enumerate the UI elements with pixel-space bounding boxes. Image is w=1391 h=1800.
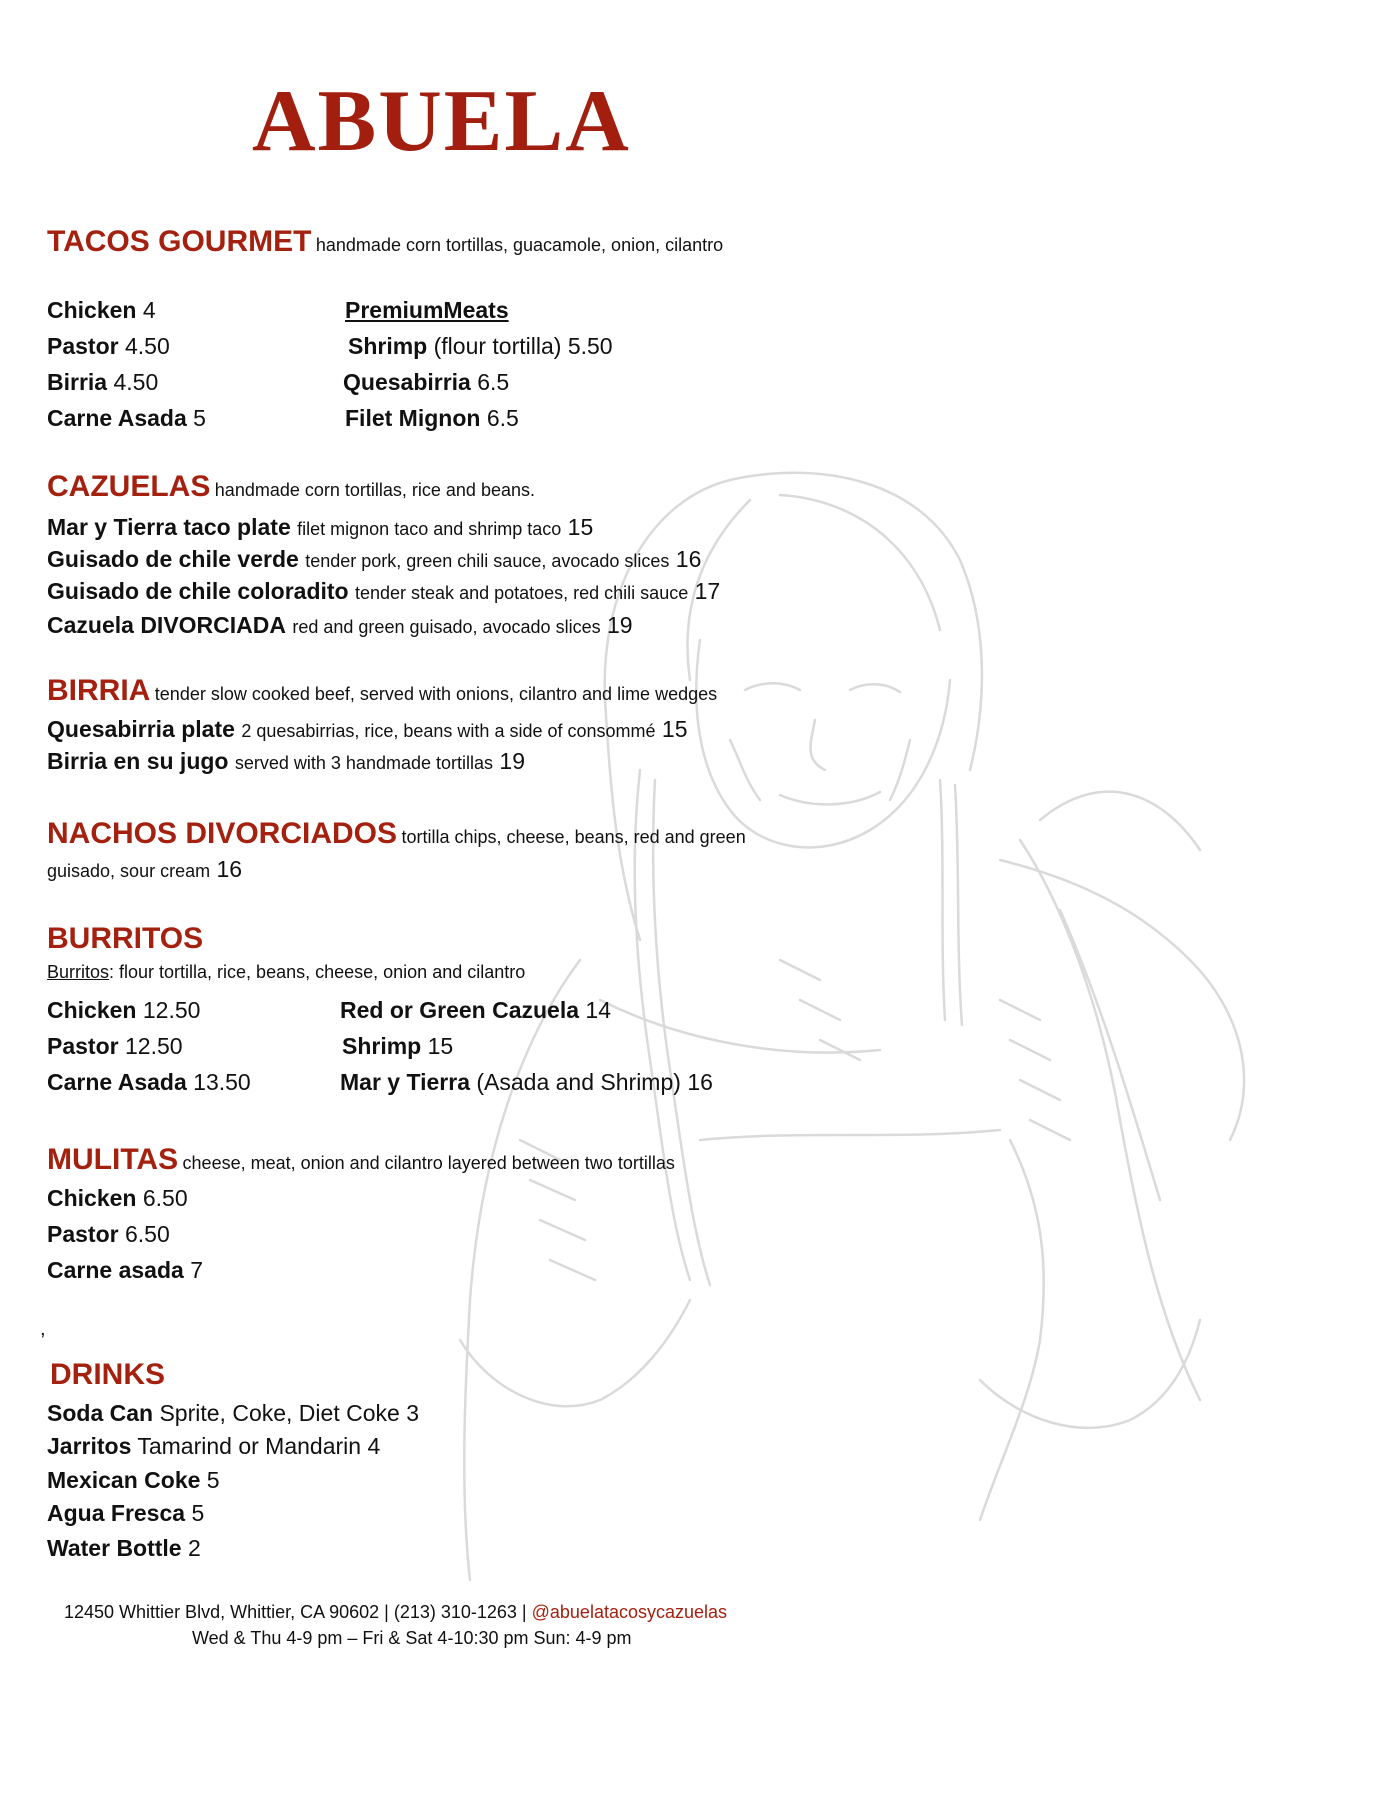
item-desc: Tamarind or Mandarin	[137, 1433, 362, 1459]
item-price: 5.50	[567, 333, 613, 359]
item-price: 5	[206, 1467, 220, 1493]
item-name: Carne Asada	[47, 405, 187, 431]
item-desc: tender pork, green chili sauce, avocado slices	[305, 551, 670, 571]
premium-heading-text: PremiumMeats	[345, 297, 509, 323]
premium-meats-heading	[345, 299, 509, 322]
burritos-title: BURRITOS	[47, 922, 204, 955]
item-name: Birria	[47, 369, 108, 395]
item-price: 6.5	[486, 405, 519, 431]
cazuelas-item	[47, 580, 720, 603]
burritos-item	[340, 999, 611, 1022]
item-name: Carne asada	[47, 1257, 184, 1283]
tacos-header	[47, 225, 723, 259]
item-price: 2	[188, 1535, 201, 1561]
tacos-title: TACOS GOURMET	[47, 225, 312, 258]
item-desc: tender steak and potatoes, red chili sauce	[355, 583, 689, 603]
tacos-item-filet-mignon	[345, 407, 519, 430]
tacos-item-birria	[47, 371, 158, 394]
item-price: 13.50	[193, 1069, 251, 1095]
item-name: Chicken	[47, 1185, 137, 1211]
mulitas-item	[47, 1223, 170, 1246]
instagram-handle-link[interactable]: @abuelatacosycazuelas	[531, 1602, 728, 1622]
drinks-item	[47, 1435, 380, 1458]
item-name: Mar y Tierra	[340, 1069, 470, 1095]
item-desc: red and green guisado, avocado slices	[292, 617, 601, 637]
item-name: Red or Green Cazuela	[340, 997, 580, 1023]
item-name: Quesabirria	[343, 369, 471, 395]
drinks-item	[47, 1402, 419, 1425]
item-name: Pastor	[47, 1033, 119, 1059]
cazuelas-item	[47, 516, 593, 539]
drinks-item	[47, 1469, 220, 1492]
item-price: 15	[661, 716, 688, 742]
item-price: 4	[367, 1433, 381, 1459]
item-price: 12.50	[142, 997, 201, 1023]
item-name: Shrimp	[348, 333, 428, 359]
tacos-item-pastor	[47, 335, 170, 358]
nachos-price: 16	[216, 856, 243, 882]
item-price: 12.50	[124, 1033, 183, 1059]
burritos-header	[47, 922, 203, 956]
item-price: 6.50	[124, 1221, 170, 1247]
burritos-note-text: : flour tortilla, rice, beans, cheese, onion and cilantro	[109, 962, 526, 982]
item-name: Jarritos	[47, 1433, 132, 1459]
item-price: 3	[406, 1400, 419, 1426]
item-name: Carne Asada	[47, 1069, 187, 1095]
tacos-item-quesabirria	[343, 371, 509, 394]
item-price: 5	[191, 1500, 205, 1526]
item-price: 16	[675, 546, 702, 572]
burritos-note	[47, 962, 525, 983]
stray-comma: ,	[40, 1318, 46, 1340]
mulitas-item	[47, 1187, 188, 1210]
tacos-item-chicken	[47, 299, 156, 322]
footer-address-line	[64, 1602, 727, 1623]
item-price: 6.5	[477, 369, 510, 395]
item-name: Birria en su jugo	[47, 748, 229, 774]
item-price: 19	[606, 612, 633, 638]
item-extra: (Asada and Shrimp)	[476, 1069, 681, 1095]
burritos-item	[340, 1071, 713, 1094]
item-price: 7	[190, 1257, 203, 1283]
item-name: Chicken	[47, 297, 137, 323]
item-price: 4.50	[124, 333, 170, 359]
item-name: Guisado de chile verde	[47, 546, 299, 572]
nachos-desc-line2: guisado, sour cream	[47, 861, 211, 881]
item-name: Soda Can	[47, 1400, 154, 1426]
nachos-title: NACHOS DIVORCIADOS	[47, 817, 398, 850]
drinks-header	[50, 1358, 165, 1392]
item-price: 5	[193, 405, 206, 431]
cazuelas-desc: handmade corn tortillas, rice and beans.	[214, 480, 535, 500]
burritos-item	[47, 1035, 183, 1058]
nachos-header	[47, 817, 746, 851]
tacos-item-carne-asada	[47, 407, 206, 430]
item-price: 4	[142, 297, 156, 323]
item-name: Pastor	[47, 333, 119, 359]
brand-title: ABUELA	[252, 73, 631, 170]
footer-address: 12450 Whittier Blvd, Whittier, CA 90602 | (213) 310-1263 |	[64, 1602, 527, 1622]
item-desc: filet mignon taco and shrimp taco	[297, 519, 562, 539]
item-extra: (flour tortilla)	[433, 333, 562, 359]
birria-item	[47, 750, 525, 773]
birria-title: BIRRIA	[47, 674, 151, 707]
burritos-item	[47, 999, 200, 1022]
birria-header	[47, 674, 717, 708]
item-price: 14	[585, 997, 612, 1023]
drinks-item	[47, 1537, 201, 1560]
drinks-title: DRINKS	[50, 1358, 166, 1391]
burritos-note-label: Burritos	[47, 962, 110, 982]
item-name: Guisado de chile coloradito	[47, 578, 349, 604]
item-price: 15	[427, 1033, 454, 1059]
item-price: 16	[687, 1069, 713, 1095]
item-name: Pastor	[47, 1221, 119, 1247]
tacos-item-shrimp	[348, 335, 613, 358]
item-desc: Sprite, Coke, Diet Coke	[159, 1400, 400, 1426]
item-price: 15	[567, 514, 594, 540]
item-name: Water Bottle	[47, 1535, 182, 1561]
item-name: Filet Mignon	[345, 405, 481, 431]
item-name: Mar y Tierra taco plate	[47, 514, 291, 540]
birria-item	[47, 718, 688, 741]
drinks-item	[47, 1502, 204, 1525]
cazuelas-item	[47, 614, 633, 637]
item-name: Mexican Coke	[47, 1467, 201, 1493]
burritos-item	[342, 1035, 453, 1058]
item-name: Shrimp	[342, 1033, 422, 1059]
item-name: Quesabirria plate	[47, 716, 235, 742]
tacos-desc: handmade corn tortillas, guacamole, onion, cilantro	[315, 235, 724, 255]
burritos-item	[47, 1071, 251, 1094]
mulitas-item	[47, 1259, 203, 1282]
nachos-desc-line2-row	[47, 858, 242, 881]
item-desc: served with 3 handmade tortillas	[234, 753, 494, 773]
item-price: 4.50	[113, 369, 159, 395]
item-name: Cazuela DIVORCIADA	[47, 612, 286, 638]
mulitas-title: MULITAS	[47, 1143, 179, 1176]
item-price: 6.50	[142, 1185, 188, 1211]
cazuelas-title: CAZUELAS	[47, 470, 211, 503]
cazuelas-item	[47, 548, 701, 571]
mulitas-desc: cheese, meat, onion and cilantro layered between two tortillas	[182, 1153, 675, 1173]
footer-hours: Wed & Thu 4-9 pm – Fri & Sat 4-10:30 pm Sun: 4-9 pm	[192, 1628, 632, 1648]
mulitas-header	[47, 1143, 675, 1177]
cazuelas-header	[47, 470, 535, 504]
item-name: Agua Fresca	[47, 1500, 186, 1526]
item-desc: 2 quesabirrias, rice, beans with a side of consommé	[241, 721, 656, 741]
nachos-desc-line1: tortilla chips, cheese, beans, red and green	[401, 827, 746, 847]
item-price: 19	[499, 748, 525, 774]
item-name: Chicken	[47, 997, 137, 1023]
item-price: 17	[694, 578, 721, 604]
birria-desc: tender slow cooked beef, served with onions, cilantro and lime wedges	[154, 684, 718, 704]
